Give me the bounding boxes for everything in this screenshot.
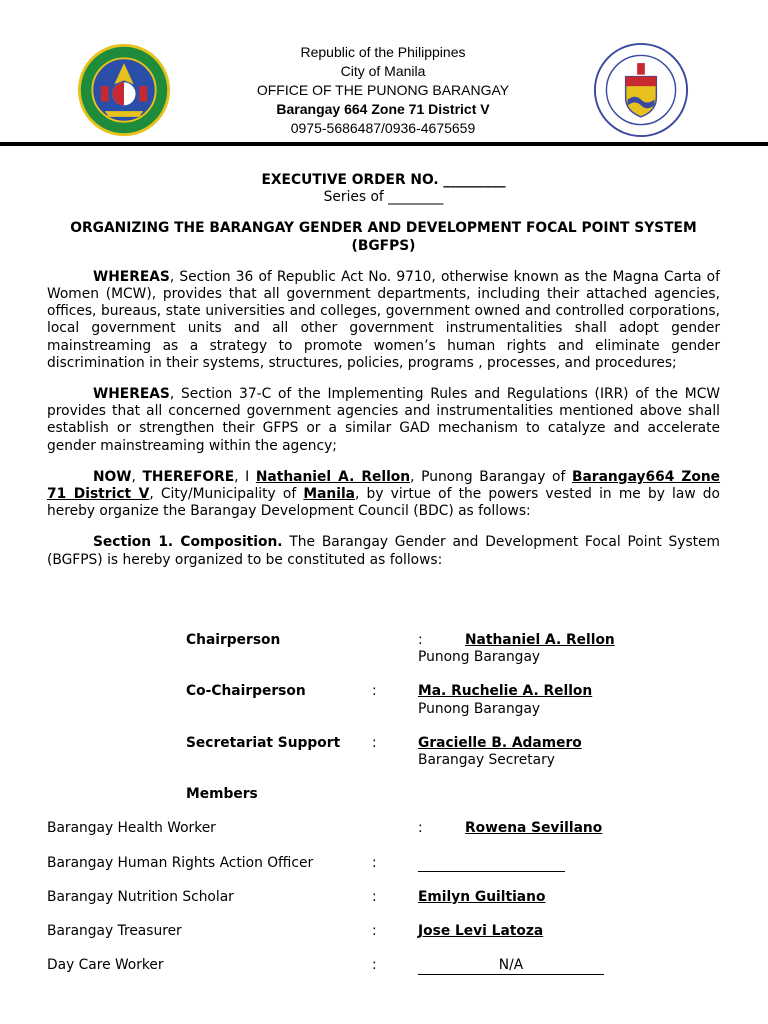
officer-row (47, 632, 720, 649)
colon: : (372, 888, 377, 905)
member-row (47, 820, 720, 837)
colon: : (418, 632, 423, 648)
order-title: ORGANIZING THE BARANGAY GENDER AND DEVELOPMENT FOCAL POINT SYSTEM (BGFPS) (70, 220, 697, 254)
member-role: Day Care Worker (47, 957, 164, 974)
composition-roster (47, 632, 720, 974)
members-heading: Members (186, 786, 258, 803)
barangay-seal-icon (76, 42, 172, 138)
whereas-paragraph-1: WHEREAS, Section 36 of Republic Act No. 9710, otherwise known as the Magna Carta of Women (MCW), provides that all government departments, including their attached agencies, offices, bureaus, state universities and colleges, government owned and controlled corporations, local government units and all other government instrumentalities shall adopt gender mainstreaming as a strategy to promote women’s human rights and eliminate gender discrimination in their systems, structures, policies, programs , processes, and procedures; (47, 268, 720, 371)
city-name: Manila (303, 486, 355, 503)
colon: : (418, 820, 423, 837)
officer-name: Gracielle B. Adamero (418, 734, 582, 751)
executive-order-number: EXECUTIVE ORDER NO. _________ (261, 172, 506, 188)
series-line: Series of ________ (323, 189, 444, 206)
member-name: Jose Levi Latoza (418, 922, 544, 939)
punong-barangay-name: Nathaniel A. Rellon (255, 468, 411, 485)
contact-line: 0975-5686487/0936-4675659 (290, 120, 476, 136)
barangay-line: Barangay 664 Zone 71 District V (276, 101, 490, 117)
letterhead (0, 0, 768, 148)
header-rule (0, 142, 768, 146)
member-row (47, 923, 720, 940)
member-role: Barangay Health Worker (47, 820, 216, 837)
officer-name: Nathaniel A. Rellon (465, 632, 615, 648)
officer-name: Ma. Ruchelie A. Rellon (418, 683, 593, 700)
officer-role: Secretariat Support (186, 734, 341, 751)
member-row (47, 957, 720, 974)
city-line: City of Manila (340, 63, 426, 79)
member-row (47, 889, 720, 906)
officer-role: Co-Chairperson (186, 683, 306, 700)
barangay-name: Barangay664 Zone 71 District V (47, 468, 721, 503)
office-line: OFFICE OF THE PUNONG BARANGAY (256, 82, 510, 98)
colon: : (372, 683, 377, 700)
member-name: Emilyn Guiltiano (418, 888, 546, 905)
officer-title: Punong Barangay (418, 649, 541, 666)
officer-title: Barangay Secretary (418, 751, 555, 768)
member-name-blank (418, 857, 565, 872)
member-name: N/A (418, 957, 604, 975)
member-row (47, 855, 720, 872)
member-role: Barangay Human Rights Action Officer (47, 854, 314, 871)
whereas-paragraph-2: WHEREAS, Section 37-C of the Implementing Rules and Regulations (IRR) of the MCW provides that all concerned government agencies and instrumentalities mentioned above shall establish or strengthen their GFPS or a similar GAD mechanism to catalyze and accelerate gender mainstreaming within the agency; (47, 386, 720, 454)
officer-role: Chairperson (186, 632, 281, 648)
country-line: Republic of the Philippines (300, 44, 466, 60)
officer-row (47, 735, 720, 752)
colon: : (372, 734, 377, 751)
officer-row (47, 683, 720, 700)
member-role: Barangay Treasurer (47, 922, 182, 939)
now-therefore-paragraph: NOW, THEREFORE, I Nathaniel A. Rellon, Punong Barangay of Barangay664 Zone 71 District V, City/Municipality of Manila, by virtue of the powers vested in me by law do hereby organize the Barangay Development Council (BDC) as follows: (47, 468, 721, 520)
colon: : (372, 854, 377, 871)
manila-city-seal-icon (593, 42, 689, 138)
colon: : (372, 957, 377, 974)
member-role: Barangay Nutrition Scholar (47, 888, 234, 905)
officer-title: Punong Barangay (418, 700, 541, 717)
member-name: Rowena Sevillano (465, 820, 603, 837)
colon: : (372, 922, 377, 939)
document-body (47, 172, 720, 569)
section-1-paragraph: Section 1. Composition. The Barangay Gender and Development Focal Point System (BGFPS) is hereby organized to be constituted as follows: (47, 534, 720, 568)
letterhead-text (200, 43, 566, 138)
